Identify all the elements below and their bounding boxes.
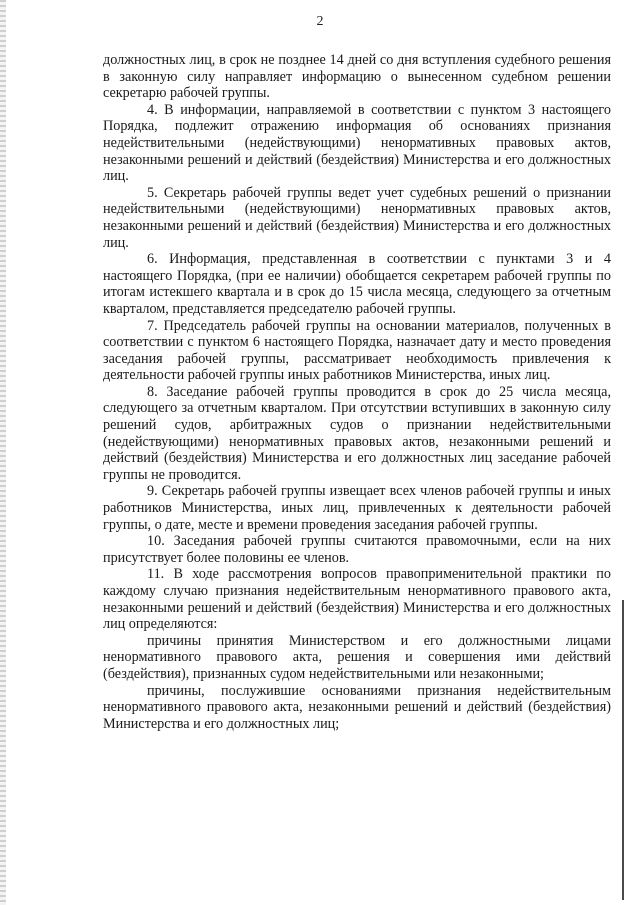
paragraph-6: 6. Информация, представленная в соответствии с пунктами 3 и 4 настоящего Порядка, (при ее наличии) обобщается секретарем рабочей группы по итогам истекшего квартала и в срок до 15 числа месяца, следующего за отчетным кварталом, представляется председателю рабочей группы.	[103, 251, 611, 317]
page-number: 2	[316, 14, 324, 29]
paragraph-11-item-2: причины, послужившие основаниями признания недействительным ненормативного правового акта, незаконными решений и действий (бездействия) Министерства и его должностных лиц;	[103, 682, 611, 732]
paragraph-4: 4. В информации, направляемой в соответствии с пунктом 3 настоящего Порядка, подлежит отражению информация об основаниях признания недействительными (недействующими) ненормативных правовых актов, незаконными решений и действий (бездействия) Министерства и его должностных лиц.	[103, 101, 611, 185]
document-body	[103, 52, 611, 732]
paragraph-11: 11. В ходе рассмотрения вопросов правоприменительной практики по каждому случаю признания недействительным ненормативного правового акта, незаконными решений и действий (бездействия) Министерства и его должностных лиц определяются:	[103, 566, 611, 633]
paragraph-7: 7. Председатель рабочей группы на основании материалов, полученных в соответствии с пунктом 6 настоящего Порядка, назначает дату и место проведения заседания рабочей группы, рассматривает необходимость привлечения к деятельности рабочей группы иных работников Министерства, иных лиц.	[103, 317, 611, 384]
paragraph-9: 9. Секретарь рабочей группы извещает всех членов рабочей группы и иных работников Министерства, иных лиц, привлеченных к деятельности рабочей группы, о дате, месте и времени проведения заседания рабочей группы.	[103, 483, 611, 533]
paragraph-continuation: должностных лиц, в срок не позднее 14 дней со дня вступления судебного решения в законную силу направляет информацию о вынесенном судебном решении секретарю рабочей группы.	[103, 52, 611, 102]
paragraph-11-item-1: причины принятия Министерством и его должностными лицами ненормативного правового акта, решения и совершения ими действий (бездействия), признанных судом недействительными или незаконными;	[103, 632, 611, 682]
paragraph-5: 5. Секретарь рабочей группы ведет учет судебных решений о признании недействительными (недействующими) ненормативных правовых актов, незаконными решений и действий (бездействия) Министерства и его должностных лиц.	[103, 184, 611, 251]
paragraph-10: 10. Заседания рабочей группы считаются правомочными, если на них присутствует более половины ее членов.	[103, 533, 611, 566]
paragraph-8: 8. Заседание рабочей группы проводится в срок до 25 числа месяца, следующего за отчетным кварталом. При отсутствии вступивших в законную силу решений судов, арбитражных судов о признании недействительными (недействующими) ненормативных правовых актов, незаконными решений и действий (бездействия) Министерства и его должностных лиц заседание рабочей группы не проводится.	[103, 383, 611, 483]
scan-right-rule	[622, 600, 624, 900]
scan-left-edge	[0, 0, 6, 905]
